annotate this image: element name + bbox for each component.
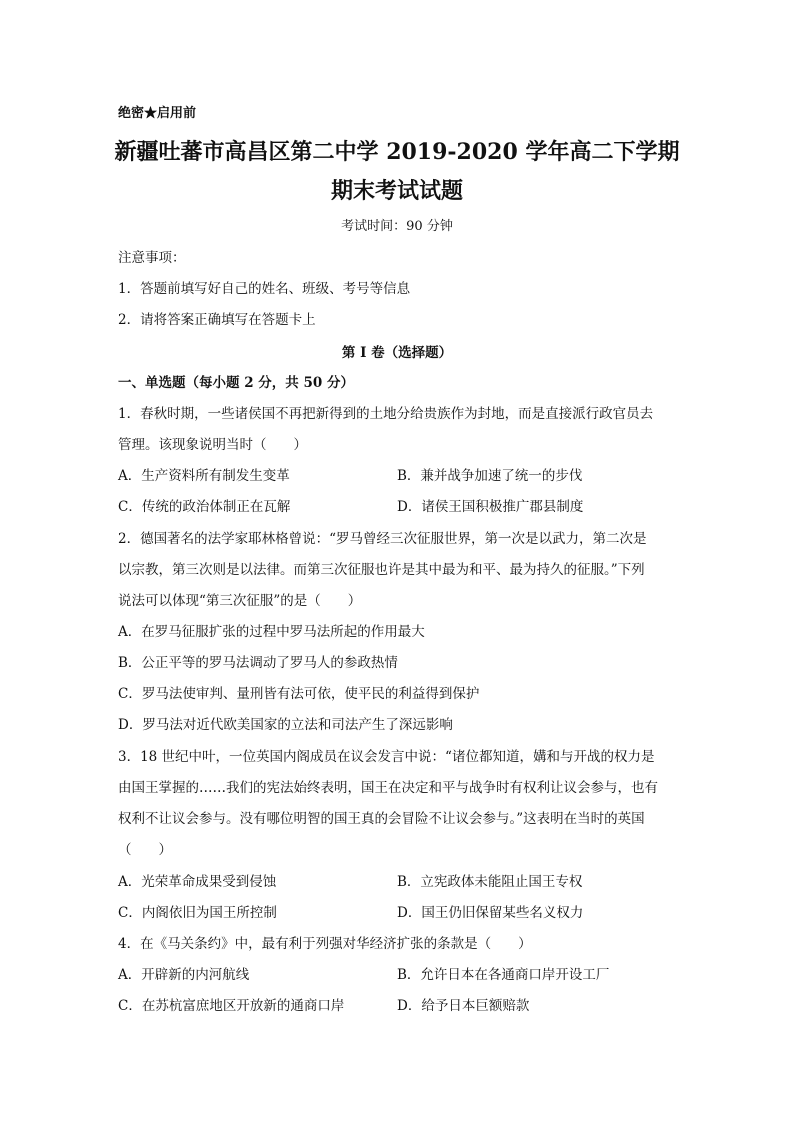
question-1-option-b: B．兼并战争加速了统一的步伐 [397, 468, 583, 484]
question-1-option-c: C．传统的政治体制正在瓦解 [118, 499, 291, 515]
question-1-option-d: D．诸侯王国积极推广郡县制度 [397, 499, 584, 515]
question-3-stem: 权利不让议会参与。没有哪位明智的国王真的会冒险不让议会参与。”这表明在当时的英国 [118, 811, 645, 827]
question-3-option-d: D．国王仍旧保留某些名义权力 [397, 905, 584, 921]
question-3-stem: （ ） [118, 842, 172, 858]
exam-title: 新疆吐蕃市高昌区第二中学 2019-2020 学年高二下学期 [114, 139, 680, 165]
question-2-option-d: D．罗马法对近代欧美国家的立法和司法产生了深远影响 [118, 717, 453, 733]
question-2-stem: 说法可以体现“第三次征服”的是（ ） [118, 593, 362, 609]
question-3-option-c: C．内阁依旧为国王所控制 [118, 905, 277, 921]
question-2-stem: 2．德国著名的法学家耶林格曾说：“罗马曾经三次征服世界，第一次是以武力，第二次是 [118, 531, 647, 547]
note-item-1: 1．答题前填写好自己的姓名、班级、考号等信息 [118, 281, 411, 297]
question-3-option-b: B．立宪政体未能阻止国王专权 [397, 874, 583, 890]
question-2-option-a: A．在罗马征服扩张的过程中罗马法所起的作用最大 [118, 624, 425, 640]
notes-heading: 注意事项： [118, 250, 186, 266]
question-4-option-c: C．在苏杭富庶地区开放新的通商口岸 [118, 998, 345, 1014]
question-3-stem: 3．18 世纪中叶，一位英国内阁成员在议会发言中说：“诸位都知道，媾和与开战的权力是 [118, 749, 655, 765]
question-4-option-b: B．允许日本在各通商口岸开设工厂 [397, 967, 610, 983]
question-4-option-a: A．开辟新的内河航线 [118, 967, 250, 983]
question-3-stem: 由国王掌握的……我们的宪法始终表明，国王在决定和平与战争时有权利让议会参与，也有 [118, 780, 658, 796]
question-2-stem: 以宗教，第三次则是以法律。而第三次征服也许是其中最为和平、最为持久的征服。”下列 [118, 562, 645, 578]
confidential-label: 绝密★启用前 [118, 106, 197, 121]
part-heading: 一、单选题（每小题 2 分，共 50 分） [118, 375, 354, 391]
question-4-option-d: D．给予日本巨额赔款 [397, 998, 530, 1014]
question-1-stem: 管理。该现象说明当时（ ） [118, 437, 307, 453]
exam-time: 考试时间：90 分钟 [341, 219, 453, 234]
question-3-option-a: A．光荣革命成果受到侵蚀 [118, 874, 277, 890]
question-1-option-a: A．生产资料所有制发生变革 [118, 468, 290, 484]
note-item-2: 2．请将答案正确填写在答题卡上 [118, 312, 316, 328]
question-2-option-c: C．罗马法使审判、量刑皆有法可依，使平民的利益得到保护 [118, 686, 480, 702]
question-2-option-b: B．公正平等的罗马法调动了罗马人的参政热情 [118, 655, 398, 671]
exam-subtitle: 期末考试试题 [330, 178, 463, 204]
volume-heading: 第 I 卷（选择题） [341, 345, 453, 361]
question-4-stem: 4．在《马关条约》中，最有利于列强对华经济扩张的条款是（ ） [118, 936, 532, 952]
question-1-stem: 1．春秋时期，一些诸侯国不再把新得到的土地分给贵族作为封地，而是直接派行政官员去 [118, 406, 654, 422]
